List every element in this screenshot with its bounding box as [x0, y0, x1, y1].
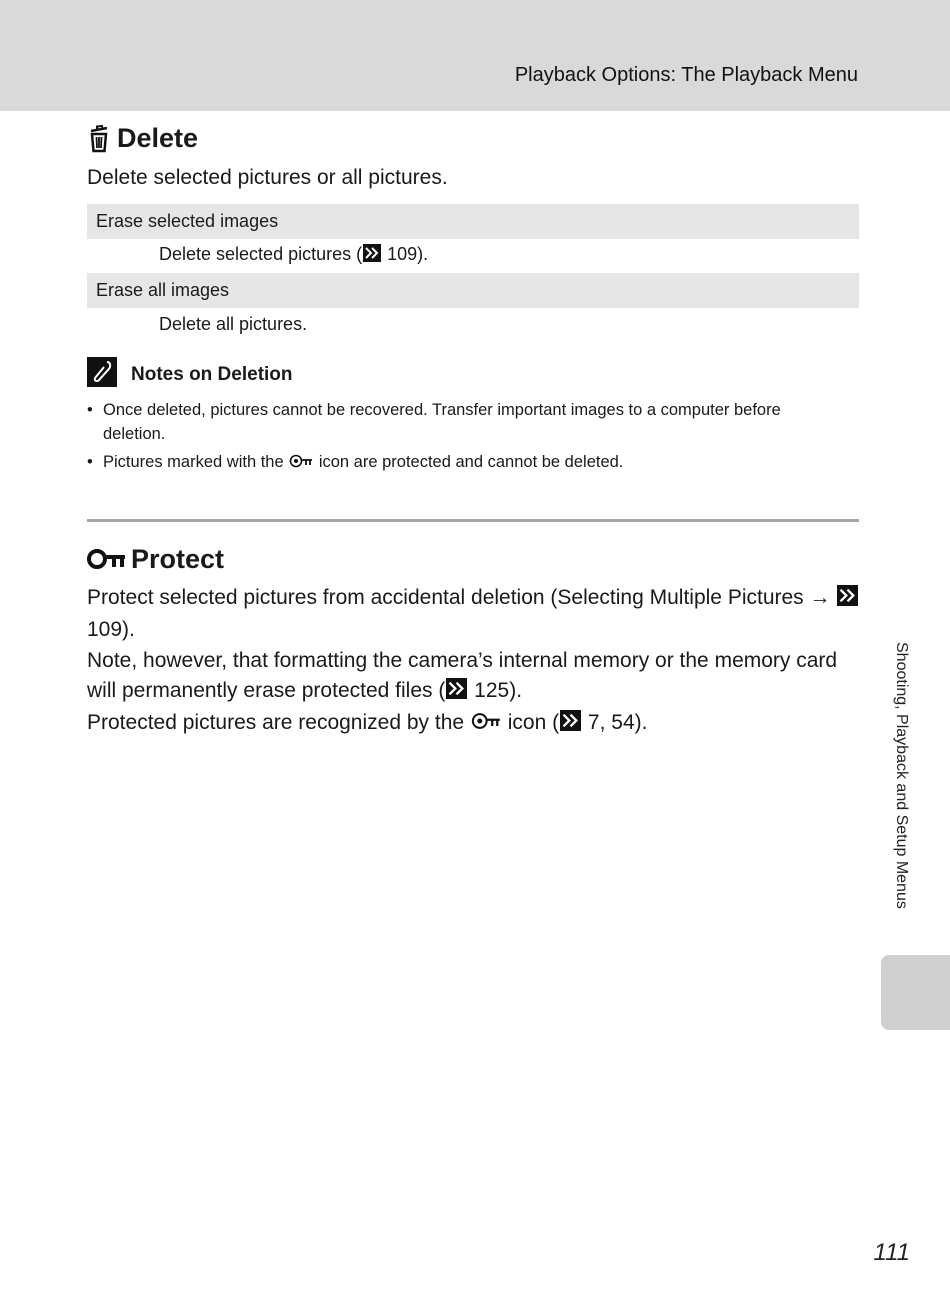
running-header: Playback Options: The Playback Menu: [514, 64, 858, 86]
protect-heading: [87, 544, 224, 575]
page-ref-icon: [560, 710, 581, 740]
key-icon: [87, 547, 127, 573]
option-erase-selected: Erase selected images: [87, 204, 859, 239]
option-erase-all: Erase all images: [87, 273, 859, 308]
page-ref-icon: [446, 678, 467, 708]
side-tab-label: Shooting, Playback and Setup Menus: [893, 642, 910, 909]
page-number: 111: [873, 1239, 910, 1266]
delete-intro: Delete selected pictures or all pictures.: [87, 166, 448, 189]
protect-key-icon: [289, 452, 313, 476]
header-band: [0, 0, 950, 111]
option-erase-selected-desc: Delete selected pictures ( 109).: [159, 244, 428, 267]
notes-list: [87, 398, 847, 480]
page-ref-icon: [837, 585, 858, 615]
side-tab-marker: [881, 955, 950, 1030]
notes-title: Notes on Deletion: [131, 364, 293, 385]
protect-title: Protect: [131, 544, 225, 574]
list-item: • Once deleted, pictures cannot be recovered. Transfer important images to a computer before deletion.: [87, 398, 847, 446]
delete-title: Delete: [117, 123, 199, 153]
page-ref-icon: [363, 244, 381, 267]
protect-key-icon: [471, 710, 501, 740]
delete-heading: [87, 123, 198, 154]
list-item: • Pictures marked with the icon are protected and cannot be deleted.: [87, 450, 847, 476]
trash-icon: [87, 125, 113, 153]
notes-heading: [87, 357, 293, 393]
caution-note-icon: [87, 357, 117, 393]
protect-para-1: Protect selected pictures from accidental deletion (Selecting Multiple Pictures → 109).: [87, 583, 862, 645]
option-erase-all-desc: Delete all pictures.: [159, 314, 308, 334]
protect-para-3: Protected pictures are recognized by the icon ( 7, 54).: [87, 708, 862, 740]
protect-para-2: Note, however, that formatting the camera’s internal memory or the memory card will permanently erase protected files ( 125).: [87, 646, 862, 708]
section-divider: [87, 519, 859, 522]
